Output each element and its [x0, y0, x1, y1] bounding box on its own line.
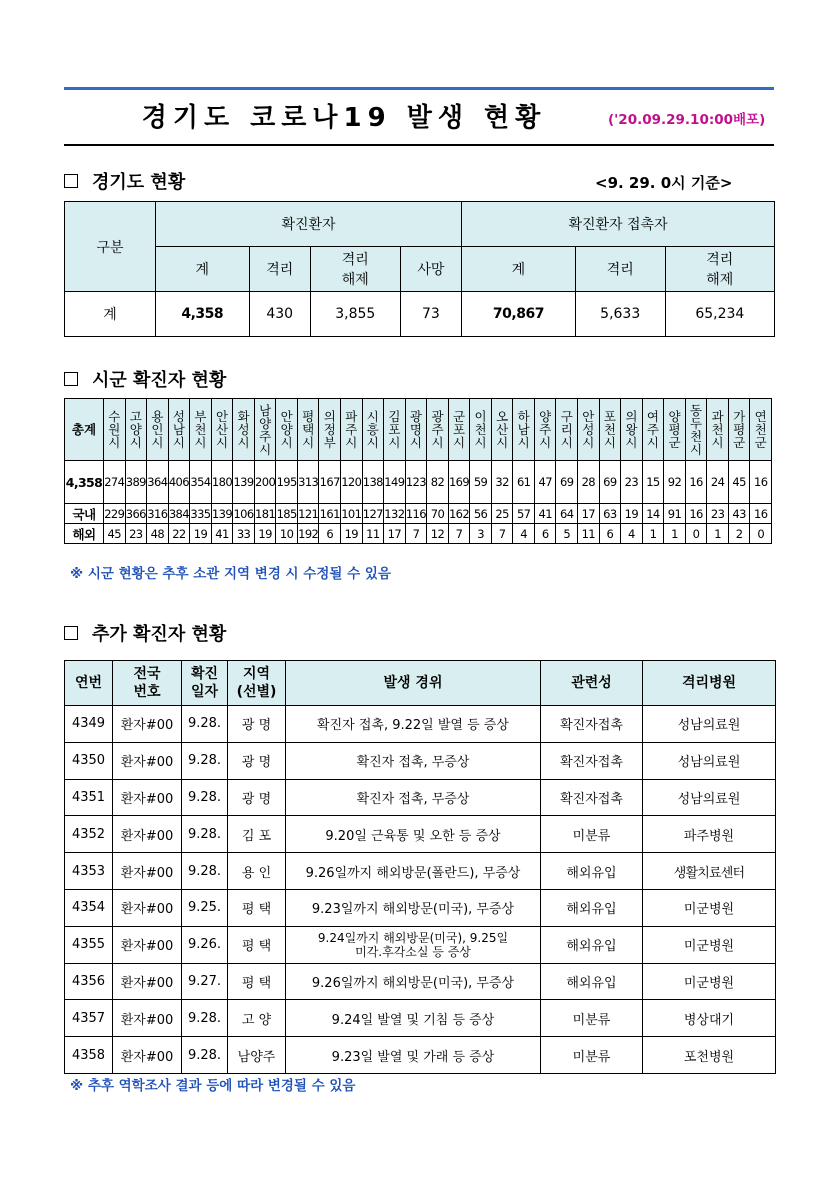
overseas-value: 12: [427, 524, 449, 544]
cell-cause: 확진자 접촉, 9.22일 발열 등 증상: [286, 706, 541, 743]
cell-cause: 9.20일 근육통 및 오한 등 증상: [286, 816, 541, 853]
overseas-label: 해외: [65, 524, 104, 544]
total-value: 313: [297, 461, 319, 504]
domestic-value: 64: [556, 504, 578, 524]
total-value: 61: [513, 461, 535, 504]
table-row: [65, 742, 776, 779]
city-header: 김포시: [384, 399, 406, 461]
domestic-label: 국내: [65, 504, 104, 524]
city-header: 광주시: [427, 399, 449, 461]
cell-date: 9.25.: [182, 889, 228, 926]
cell-region: 평 택: [228, 889, 286, 926]
cell-hosp: 성남의료원: [643, 779, 776, 816]
cell-rel: 해외유입: [541, 889, 643, 926]
overseas-value: 4: [621, 524, 643, 544]
total-value: 32: [491, 461, 513, 504]
overseas-value: 0: [750, 524, 772, 544]
cases-header: 관련성: [541, 661, 643, 706]
total-value: 138: [362, 461, 384, 504]
cell-rel: 해외유입: [541, 963, 643, 1000]
total-value: 45: [728, 461, 750, 504]
cell-region: 광 명: [228, 742, 286, 779]
total-value: 59: [470, 461, 492, 504]
domestic-value: 162: [448, 504, 470, 524]
city-header: 고양시: [125, 399, 147, 461]
cell-date: 9.27.: [182, 963, 228, 1000]
overseas-value: 7: [448, 524, 470, 544]
domestic-value: 127: [362, 504, 384, 524]
table-row: [65, 963, 776, 1000]
city-header: 광명시: [405, 399, 427, 461]
cell-region: 평 택: [228, 926, 286, 963]
header-total: 총계: [65, 399, 104, 461]
overseas-value: 11: [578, 524, 600, 544]
domestic-value: 17: [578, 504, 600, 524]
table-row: [65, 779, 776, 816]
total-value: 92: [664, 461, 686, 504]
overseas-value: 48: [147, 524, 169, 544]
total-label: 4,358: [65, 461, 104, 504]
table-row: [65, 1000, 776, 1037]
domestic-value: 41: [534, 504, 556, 524]
section-title: 경기도 현황: [92, 172, 186, 193]
domestic-value: 101: [341, 504, 363, 524]
overseas-value: 4: [513, 524, 535, 544]
overseas-value: 0: [685, 524, 707, 544]
domestic-value: 335: [190, 504, 212, 524]
header-contact-col: 격리 해제: [665, 247, 774, 292]
domestic-value: 316: [147, 504, 169, 524]
cell-no: 4354: [65, 889, 113, 926]
cell-cause: 9.26일까지 해외방문(미국), 무증상: [286, 963, 541, 1000]
total-value: 120: [341, 461, 363, 504]
total-value: 195: [276, 461, 298, 504]
header-contacts: 확진환자 접촉자: [462, 202, 775, 247]
overseas-value: 19: [341, 524, 363, 544]
cell-hosp: 생활치료센터: [643, 853, 776, 890]
cell-date: 9.26.: [182, 926, 228, 963]
cell-date: 9.28.: [182, 779, 228, 816]
city-header: 구리시: [556, 399, 578, 461]
total-value: 16: [685, 461, 707, 504]
overseas-value: 6: [534, 524, 556, 544]
total-value: 406: [168, 461, 190, 504]
header-confirmed-col: 격리: [249, 247, 310, 292]
cell-no: 4352: [65, 816, 113, 853]
row-label: 계: [65, 292, 156, 337]
cell-rel: 확진자접촉: [541, 779, 643, 816]
total-value: 82: [427, 461, 449, 504]
city-header: 성남시: [168, 399, 190, 461]
domestic-value: 366: [125, 504, 147, 524]
overseas-value: 11: [362, 524, 384, 544]
overseas-value: 23: [125, 524, 147, 544]
city-header: 동두천시: [685, 399, 707, 461]
cell-rel: 확진자접촉: [541, 742, 643, 779]
domestic-value: 16: [685, 504, 707, 524]
table-row: [65, 816, 776, 853]
cell-no: 4355: [65, 926, 113, 963]
city-header: 화성시: [233, 399, 255, 461]
contact-value: 70,867: [462, 292, 576, 337]
checkbox-square-icon: [64, 626, 78, 640]
city-header: 오산시: [491, 399, 513, 461]
overseas-value: 3: [470, 524, 492, 544]
header-confirmed-col: 격리 해제: [310, 247, 400, 292]
overseas-value: 10: [276, 524, 298, 544]
total-value: 16: [750, 461, 772, 504]
title-bottom-rule: [64, 144, 774, 146]
city-header: 시흥시: [362, 399, 384, 461]
total-value: 180: [211, 461, 233, 504]
city-header: 파주시: [341, 399, 363, 461]
cell-hosp: 미군병원: [643, 889, 776, 926]
header-confirmed: 확진환자: [156, 202, 462, 247]
domestic-value: 139: [211, 504, 233, 524]
city-header: 안양시: [276, 399, 298, 461]
domestic-value: 63: [599, 504, 621, 524]
cell-hosp: 포천병원: [643, 1037, 776, 1074]
overseas-value: 1: [642, 524, 664, 544]
city-header: 여주시: [642, 399, 664, 461]
city-header: 용인시: [147, 399, 169, 461]
domestic-value: 181: [254, 504, 276, 524]
overseas-value: 41: [211, 524, 233, 544]
cell-cause: 9.23일 발열 및 가래 등 증상: [286, 1037, 541, 1074]
cell-no: 4356: [65, 963, 113, 1000]
header-category: 구분: [65, 202, 156, 292]
cell-nat: 환자#00: [113, 706, 182, 743]
additional-cases-table: [64, 660, 776, 1074]
domestic-value: 185: [276, 504, 298, 524]
cases-header: 연번: [65, 661, 113, 706]
cell-no: 4351: [65, 779, 113, 816]
domestic-value: 384: [168, 504, 190, 524]
total-value: 28: [578, 461, 600, 504]
total-value: 389: [125, 461, 147, 504]
cell-rel: 미분류: [541, 1000, 643, 1037]
cell-hosp: 성남의료원: [643, 706, 776, 743]
checkbox-square-icon: [64, 174, 78, 188]
total-value: 167: [319, 461, 341, 504]
release-stamp: ('20.09.29.10:00배포): [608, 112, 766, 128]
cell-date: 9.28.: [182, 816, 228, 853]
cell-rel: 확진자접촉: [541, 706, 643, 743]
domestic-value: 16: [750, 504, 772, 524]
table-row: [65, 706, 776, 743]
gyeonggi-summary-table: [64, 201, 775, 337]
domestic-value: 91: [664, 504, 686, 524]
overseas-value: 22: [168, 524, 190, 544]
total-value: 47: [534, 461, 556, 504]
confirmed-value: 430: [249, 292, 310, 337]
overseas-value: 7: [405, 524, 427, 544]
overseas-value: 7: [491, 524, 513, 544]
city-header: 이천시: [470, 399, 492, 461]
cell-nat: 환자#00: [113, 889, 182, 926]
cell-region: 용 인: [228, 853, 286, 890]
cell-cause: 확진자 접촉, 무증상: [286, 779, 541, 816]
overseas-value: 6: [319, 524, 341, 544]
total-value: 139: [233, 461, 255, 504]
table-row: [65, 926, 776, 963]
cell-hosp: 미군병원: [643, 926, 776, 963]
cell-no: 4357: [65, 1000, 113, 1037]
header-confirmed-col: 사망: [400, 247, 461, 292]
cell-hosp: 병상대기: [643, 1000, 776, 1037]
total-value: 24: [707, 461, 729, 504]
checkbox-square-icon: [64, 372, 78, 386]
city-header: 의정부: [319, 399, 341, 461]
cell-nat: 환자#00: [113, 1037, 182, 1074]
cases-header: 발생 경위: [286, 661, 541, 706]
city-header: 가평군: [728, 399, 750, 461]
total-value: 69: [556, 461, 578, 504]
domestic-value: 43: [728, 504, 750, 524]
domestic-value: 229: [104, 504, 126, 524]
cell-rel: 미분류: [541, 816, 643, 853]
domestic-value: 161: [319, 504, 341, 524]
city-header: 양주시: [534, 399, 556, 461]
cell-date: 9.28.: [182, 1037, 228, 1074]
cell-nat: 환자#00: [113, 926, 182, 963]
cell-rel: 해외유입: [541, 853, 643, 890]
cell-hosp: 파주병원: [643, 816, 776, 853]
header-contact-col: 격리: [575, 247, 665, 292]
table-row: [65, 1037, 776, 1074]
city-header: 안성시: [578, 399, 600, 461]
domestic-value: 70: [427, 504, 449, 524]
overseas-value: 19: [254, 524, 276, 544]
total-value: 123: [405, 461, 427, 504]
city-header: 의왕시: [621, 399, 643, 461]
cases-note: ※ 추후 역학조사 결과 등에 따라 변경될 수 있음: [70, 1078, 356, 1094]
domestic-value: 25: [491, 504, 513, 524]
cell-nat: 환자#00: [113, 963, 182, 1000]
city-header: 과천시: [707, 399, 729, 461]
overseas-value: 33: [233, 524, 255, 544]
city-header: 하남시: [513, 399, 535, 461]
cell-cause: 9.24일 발열 및 기침 등 증상: [286, 1000, 541, 1037]
city-header: 평택시: [297, 399, 319, 461]
cell-no: 4350: [65, 742, 113, 779]
city-header: 연천군: [750, 399, 772, 461]
cell-region: 고 양: [228, 1000, 286, 1037]
basis-time: <9. 29. 0시 기준>: [595, 174, 733, 192]
overseas-value: 17: [384, 524, 406, 544]
cell-cause: 확진자 접촉, 무증상: [286, 742, 541, 779]
city-header: 양평군: [664, 399, 686, 461]
total-value: 149: [384, 461, 406, 504]
overseas-value: 5: [556, 524, 578, 544]
domestic-value: 23: [707, 504, 729, 524]
overseas-value: 192: [297, 524, 319, 544]
cell-nat: 환자#00: [113, 816, 182, 853]
table-row: [65, 853, 776, 890]
title-top-rule: [64, 87, 774, 90]
confirmed-value: 3,855: [310, 292, 400, 337]
total-value: 274: [104, 461, 126, 504]
domestic-value: 57: [513, 504, 535, 524]
total-value: 364: [147, 461, 169, 504]
cell-date: 9.28.: [182, 853, 228, 890]
cell-no: 4349: [65, 706, 113, 743]
cell-nat: 환자#00: [113, 742, 182, 779]
city-header: 남양주시: [254, 399, 276, 461]
domestic-value: 106: [233, 504, 255, 524]
cell-region: 김 포: [228, 816, 286, 853]
overseas-value: 45: [104, 524, 126, 544]
city-header: 군포시: [448, 399, 470, 461]
section-title: 시군 확진자 현황: [92, 370, 227, 391]
confirmed-value: 73: [400, 292, 461, 337]
cell-no: 4353: [65, 853, 113, 890]
total-value: 354: [190, 461, 212, 504]
contact-value: 5,633: [575, 292, 665, 337]
cell-cause: 9.24일까지 해외방문(미국), 9.25일 미각.후각소실 등 증상: [286, 926, 541, 963]
overseas-value: 19: [190, 524, 212, 544]
total-value: 23: [621, 461, 643, 504]
cell-rel: 해외유입: [541, 926, 643, 963]
cell-hosp: 미군병원: [643, 963, 776, 1000]
overseas-value: 1: [664, 524, 686, 544]
contact-value: 65,234: [665, 292, 774, 337]
cases-header: 전국 번호: [113, 661, 182, 706]
domestic-value: 56: [470, 504, 492, 524]
cell-no: 4358: [65, 1037, 113, 1074]
city-header: 부천시: [190, 399, 212, 461]
cell-date: 9.28.: [182, 1000, 228, 1037]
section-city-status: [64, 366, 226, 392]
section-additional-cases: [64, 620, 226, 646]
overseas-value: 1: [707, 524, 729, 544]
cell-hosp: 성남의료원: [643, 742, 776, 779]
cell-region: 광 명: [228, 706, 286, 743]
cell-region: 남양주: [228, 1037, 286, 1074]
city-header: 수원시: [104, 399, 126, 461]
domestic-value: 132: [384, 504, 406, 524]
header-contact-col: 계: [462, 247, 576, 292]
cell-date: 9.28.: [182, 742, 228, 779]
cell-region: 평 택: [228, 963, 286, 1000]
section-gyeonggi-status: [64, 168, 185, 194]
city-header: 포천시: [599, 399, 621, 461]
cell-date: 9.28.: [182, 706, 228, 743]
domestic-value: 14: [642, 504, 664, 524]
cell-cause: 9.26일까지 해외방문(폴란드), 무증상: [286, 853, 541, 890]
table-row: [65, 889, 776, 926]
domestic-value: 116: [405, 504, 427, 524]
cases-header: 확진 일자: [182, 661, 228, 706]
cell-nat: 환자#00: [113, 853, 182, 890]
cell-cause: 9.23일까지 해외방문(미국), 무증상: [286, 889, 541, 926]
cell-nat: 환자#00: [113, 779, 182, 816]
cell-nat: 환자#00: [113, 1000, 182, 1037]
total-value: 200: [254, 461, 276, 504]
city-header: 안산시: [211, 399, 233, 461]
cell-rel: 미분류: [541, 1037, 643, 1074]
cases-header: 지역 (선별): [228, 661, 286, 706]
header-confirmed-col: 계: [156, 247, 250, 292]
total-value: 15: [642, 461, 664, 504]
cell-region: 광 명: [228, 779, 286, 816]
city-note: ※ 시군 현황은 추후 소관 지역 변경 시 수정될 수 있음: [70, 566, 391, 582]
confirmed-value: 4,358: [156, 292, 250, 337]
domestic-value: 121: [297, 504, 319, 524]
cases-header: 격리병원: [643, 661, 776, 706]
overseas-value: 2: [728, 524, 750, 544]
domestic-value: 19: [621, 504, 643, 524]
city-confirmed-table: [64, 398, 772, 544]
page-title: 경기도 코로나19 발생 현황: [141, 103, 547, 133]
total-value: 69: [599, 461, 621, 504]
total-value: 169: [448, 461, 470, 504]
overseas-value: 6: [599, 524, 621, 544]
section-title: 추가 확진자 현황: [92, 624, 227, 645]
